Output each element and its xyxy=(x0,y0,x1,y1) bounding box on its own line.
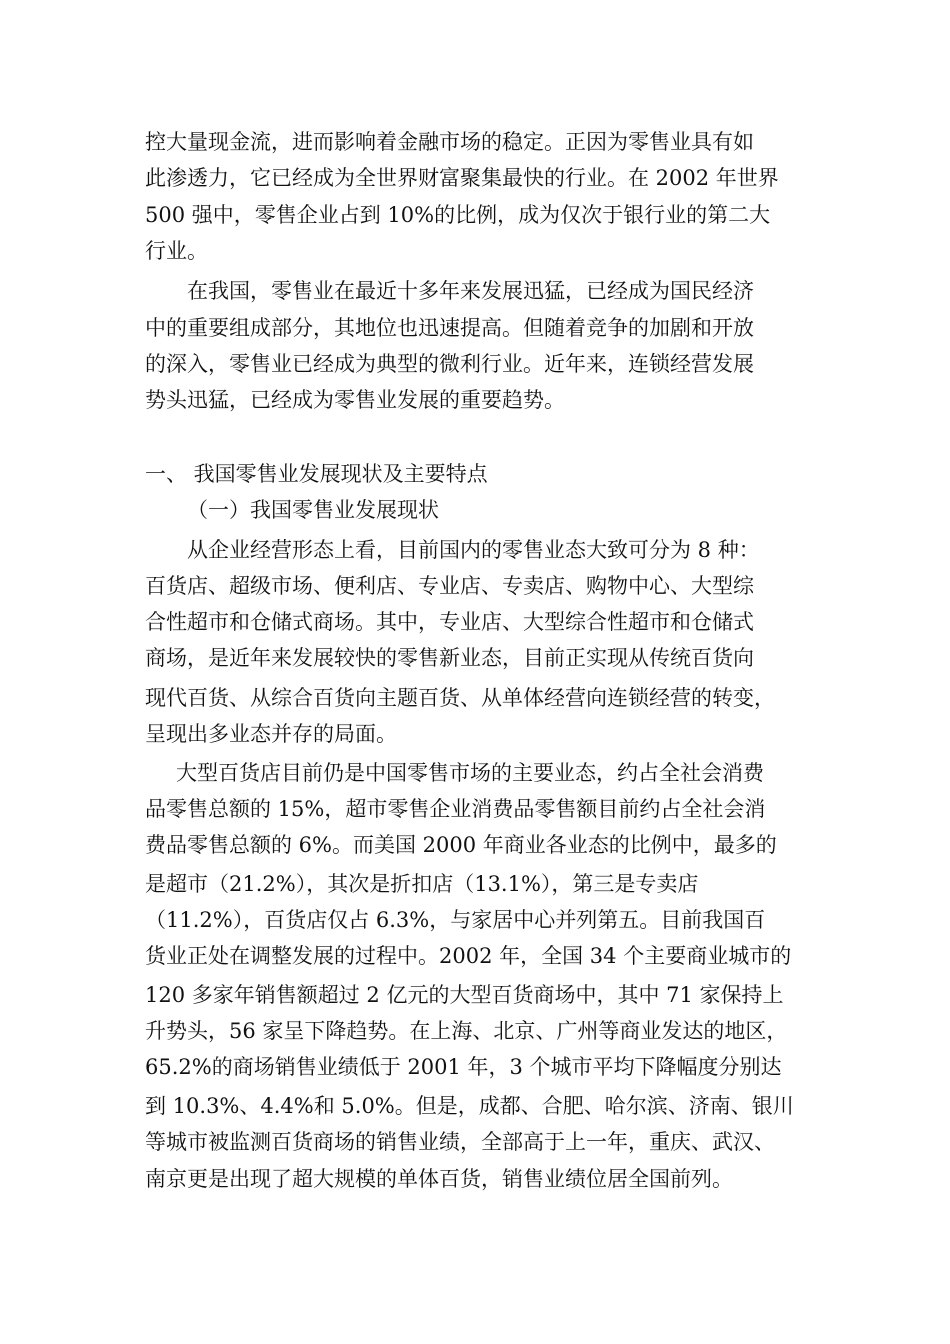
text-line: 的深入，零售业已经成为典型的微利行业。近年来，连锁经营发展 xyxy=(145,352,754,376)
text-line: 控大量现金流，进而影响着金融市场的稳定。正因为零售业具有如 xyxy=(145,130,754,154)
text-line: 呈现出多业态并存的局面。 xyxy=(145,722,397,746)
text-line: 势头迅猛，已经成为零售业发展的重要趋势。 xyxy=(145,388,565,412)
text-line: 合性超市和仓储式商场。其中，专业店、大型综合性超市和仓储式 xyxy=(145,610,754,634)
text-line: 中的重要组成部分，其地位也迅速提高。但随着竞争的加剧和开放 xyxy=(145,316,754,340)
text-line: 升势头，56 家呈下降趋势。在上海、北京、广州等商业发达的地区， xyxy=(145,1019,788,1043)
text-line: 是超市（21.2%），其次是折扣店（13.1%），第三是专卖店 xyxy=(145,872,699,896)
text-line: 百货店、超级市场、便利店、专业店、专卖店、购物中心、大型综 xyxy=(145,574,754,598)
text-line: 南京更是出现了超大规模的单体百货，销售业绩位居全国前列。 xyxy=(145,1167,733,1191)
text-line: 65.2%的商场销售业绩低于 2001 年，3 个城市平均下降幅度分别达 xyxy=(145,1055,782,1079)
section-heading: 一、 我国零售业发展现状及主要特点 xyxy=(145,462,488,486)
text-line: 行业。 xyxy=(145,239,208,263)
text-line: 现代百货、从综合百货向主题百货、从单体经营向连锁经营的转变， xyxy=(145,686,775,710)
text-line: 商场，是近年来发展较快的零售新业态，目前正实现从传统百货向 xyxy=(145,646,754,670)
text-line: 从企业经营形态上看，目前国内的零售业态大致可分为 8 种： xyxy=(187,538,760,562)
text-line: 120 多家年销售额超过 2 亿元的大型百货商场中，其中 71 家保持上 xyxy=(145,983,784,1007)
text-line: 品零售总额的 15%，超市零售企业消费品零售额目前约占全社会消 xyxy=(145,797,766,821)
text-line: 到 10.3%、4.4%和 5.0%。但是，成都、合肥、哈尔滨、济南、银川 xyxy=(145,1094,794,1118)
text-line: （11.2%），百货店仅占 6.3%，与家居中心并列第五。目前我国百 xyxy=(145,908,766,932)
subsection-heading: （一）我国零售业发展现状 xyxy=(187,498,439,522)
text-line: 此渗透力，它已经成为全世界财富聚集最快的行业。在 2002 年世界 xyxy=(145,166,779,190)
text-line: 费品零售总额的 6%。而美国 2000 年商业各业态的比例中，最多的 xyxy=(145,833,777,857)
text-line: 500 强中，零售企业占到 10%的比例，成为仅次于银行业的第二大 xyxy=(145,203,771,227)
text-line: 在我国，零售业在最近十多年来发展迅猛，已经成为国民经济 xyxy=(187,279,754,303)
text-line: 货业正处在调整发展的过程中。2002 年，全国 34 个主要商业城市的 xyxy=(145,944,792,968)
text-line: 等城市被监测百货商场的销售业绩，全部高于上一年，重庆、武汉、 xyxy=(145,1130,775,1154)
text-line: 大型百货店目前仍是中国零售市场的主要业态，约占全社会消费 xyxy=(176,761,764,785)
